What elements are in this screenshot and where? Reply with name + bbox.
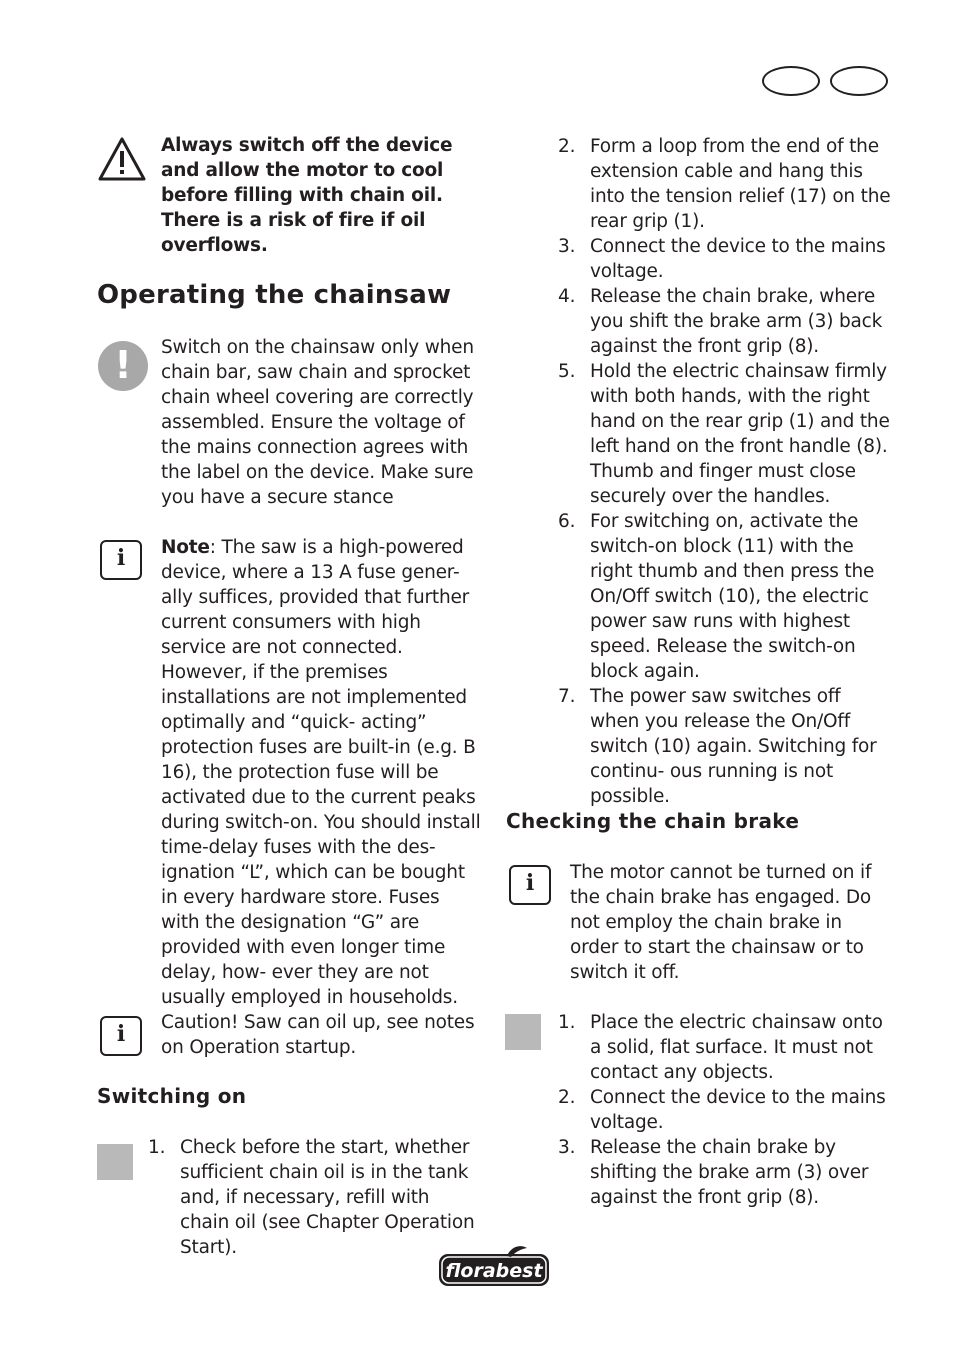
- warning-text: Always switch off the device and allow the motor to cool before filling with chain oil. There is a risk of fire if oil overflows.: [161, 135, 453, 256]
- list-item: 1. Place the electric chainsaw onto a solid, flat surface. It must not contact any objects.: [558, 1012, 883, 1083]
- florabest-logo: [437, 1244, 551, 1290]
- list-item: 2. Form a loop from the end of the extension cable and hang this into the tension relief (17) on the rear grip (1).: [558, 136, 891, 232]
- switching-on-steps-left: [148, 1135, 484, 1260]
- warning-triangle-icon: [97, 136, 147, 182]
- switching-on-steps-right: [558, 134, 892, 809]
- chain-brake-steps: [558, 1010, 892, 1210]
- chain-brake-info-text: The motor cannot be turned on if the chain brake has engaged. Do not employ the chain brake in order to start the chainsaw or to switch it off.: [570, 862, 872, 983]
- language-badge-left: [762, 66, 820, 96]
- list-item: 5. Hold the electric chainsaw firmly with both hands, with the right hand on the rear grip (1) and the left hand on the front handle (8). Thumb and finger must close securely over the handles.: [558, 361, 890, 507]
- list-item: 3. Connect the device to the mains voltage.: [558, 236, 886, 282]
- info-icon: i: [100, 540, 142, 580]
- list-item: 2. Connect the device to the mains voltage.: [558, 1087, 886, 1133]
- exclamation-icon: !: [98, 341, 148, 391]
- list-item: 6. For switching on, activate the switch-on block (11) with the right thumb and then press the On/Off switch (10), the electric power saw runs with highest speed. Release the switch-on block again.: [558, 511, 875, 682]
- logo-text: florabest: [445, 1260, 543, 1282]
- caution-text: Caution! Saw can oil up, see notes on Operation startup.: [161, 1012, 475, 1058]
- list-item: 7. The power saw switches off when you release the On/Off switch (10) again. Switching for continu- ous running is not possible.: [558, 686, 877, 807]
- list-item: 4. Release the chain brake, where you shift the brake arm (3) back against the front grip (8).: [558, 286, 883, 357]
- list-item: 3. Release the chain brake by shifting the brake arm (3) over against the front grip (8).: [558, 1137, 869, 1208]
- language-badge-right: [830, 66, 888, 96]
- note-body: : The saw is a high-powered device, where a 13 A fuse gener- ally suffices, provided that further current consumers with high service are not connected. However, if the premises installations are not implemented optimally and “quick- acting” protection fuses are built-in (e.g. B 16), the protection fuse will be activated due to the current peaks during switch-on. You should install time-delay fuses with the des- ignation “L”, which can be bought in every hardware store. Fuses with the designation “G” are provided with even longer time delay, how- ever they are not usually employed in households.: [161, 537, 481, 1008]
- switching-on-heading: Switching on: [97, 1084, 247, 1108]
- chain-brake-heading: Checking the chain brake: [506, 809, 800, 833]
- step-marker-square: [97, 1144, 133, 1180]
- note-text: [161, 535, 483, 1010]
- step-marker-square: [505, 1014, 541, 1050]
- page-title: Operating the chainsaw: [97, 280, 452, 310]
- important-note-text: Switch on the chainsaw only when chain bar, saw chain and sprocket chain wheel covering are correctly assembled. Ensure the voltage of the mains connection agrees with the label on the device. Make sure you have a secure stance: [161, 337, 474, 508]
- note-label: Note: [161, 537, 210, 558]
- list-item: 1. Check before the start, whether sufficient chain oil is in the tank and, if necessary, refill with chain oil (see Chapter Operation Start).: [148, 1137, 475, 1258]
- info-icon: i: [100, 1016, 142, 1056]
- info-icon: i: [509, 865, 551, 905]
